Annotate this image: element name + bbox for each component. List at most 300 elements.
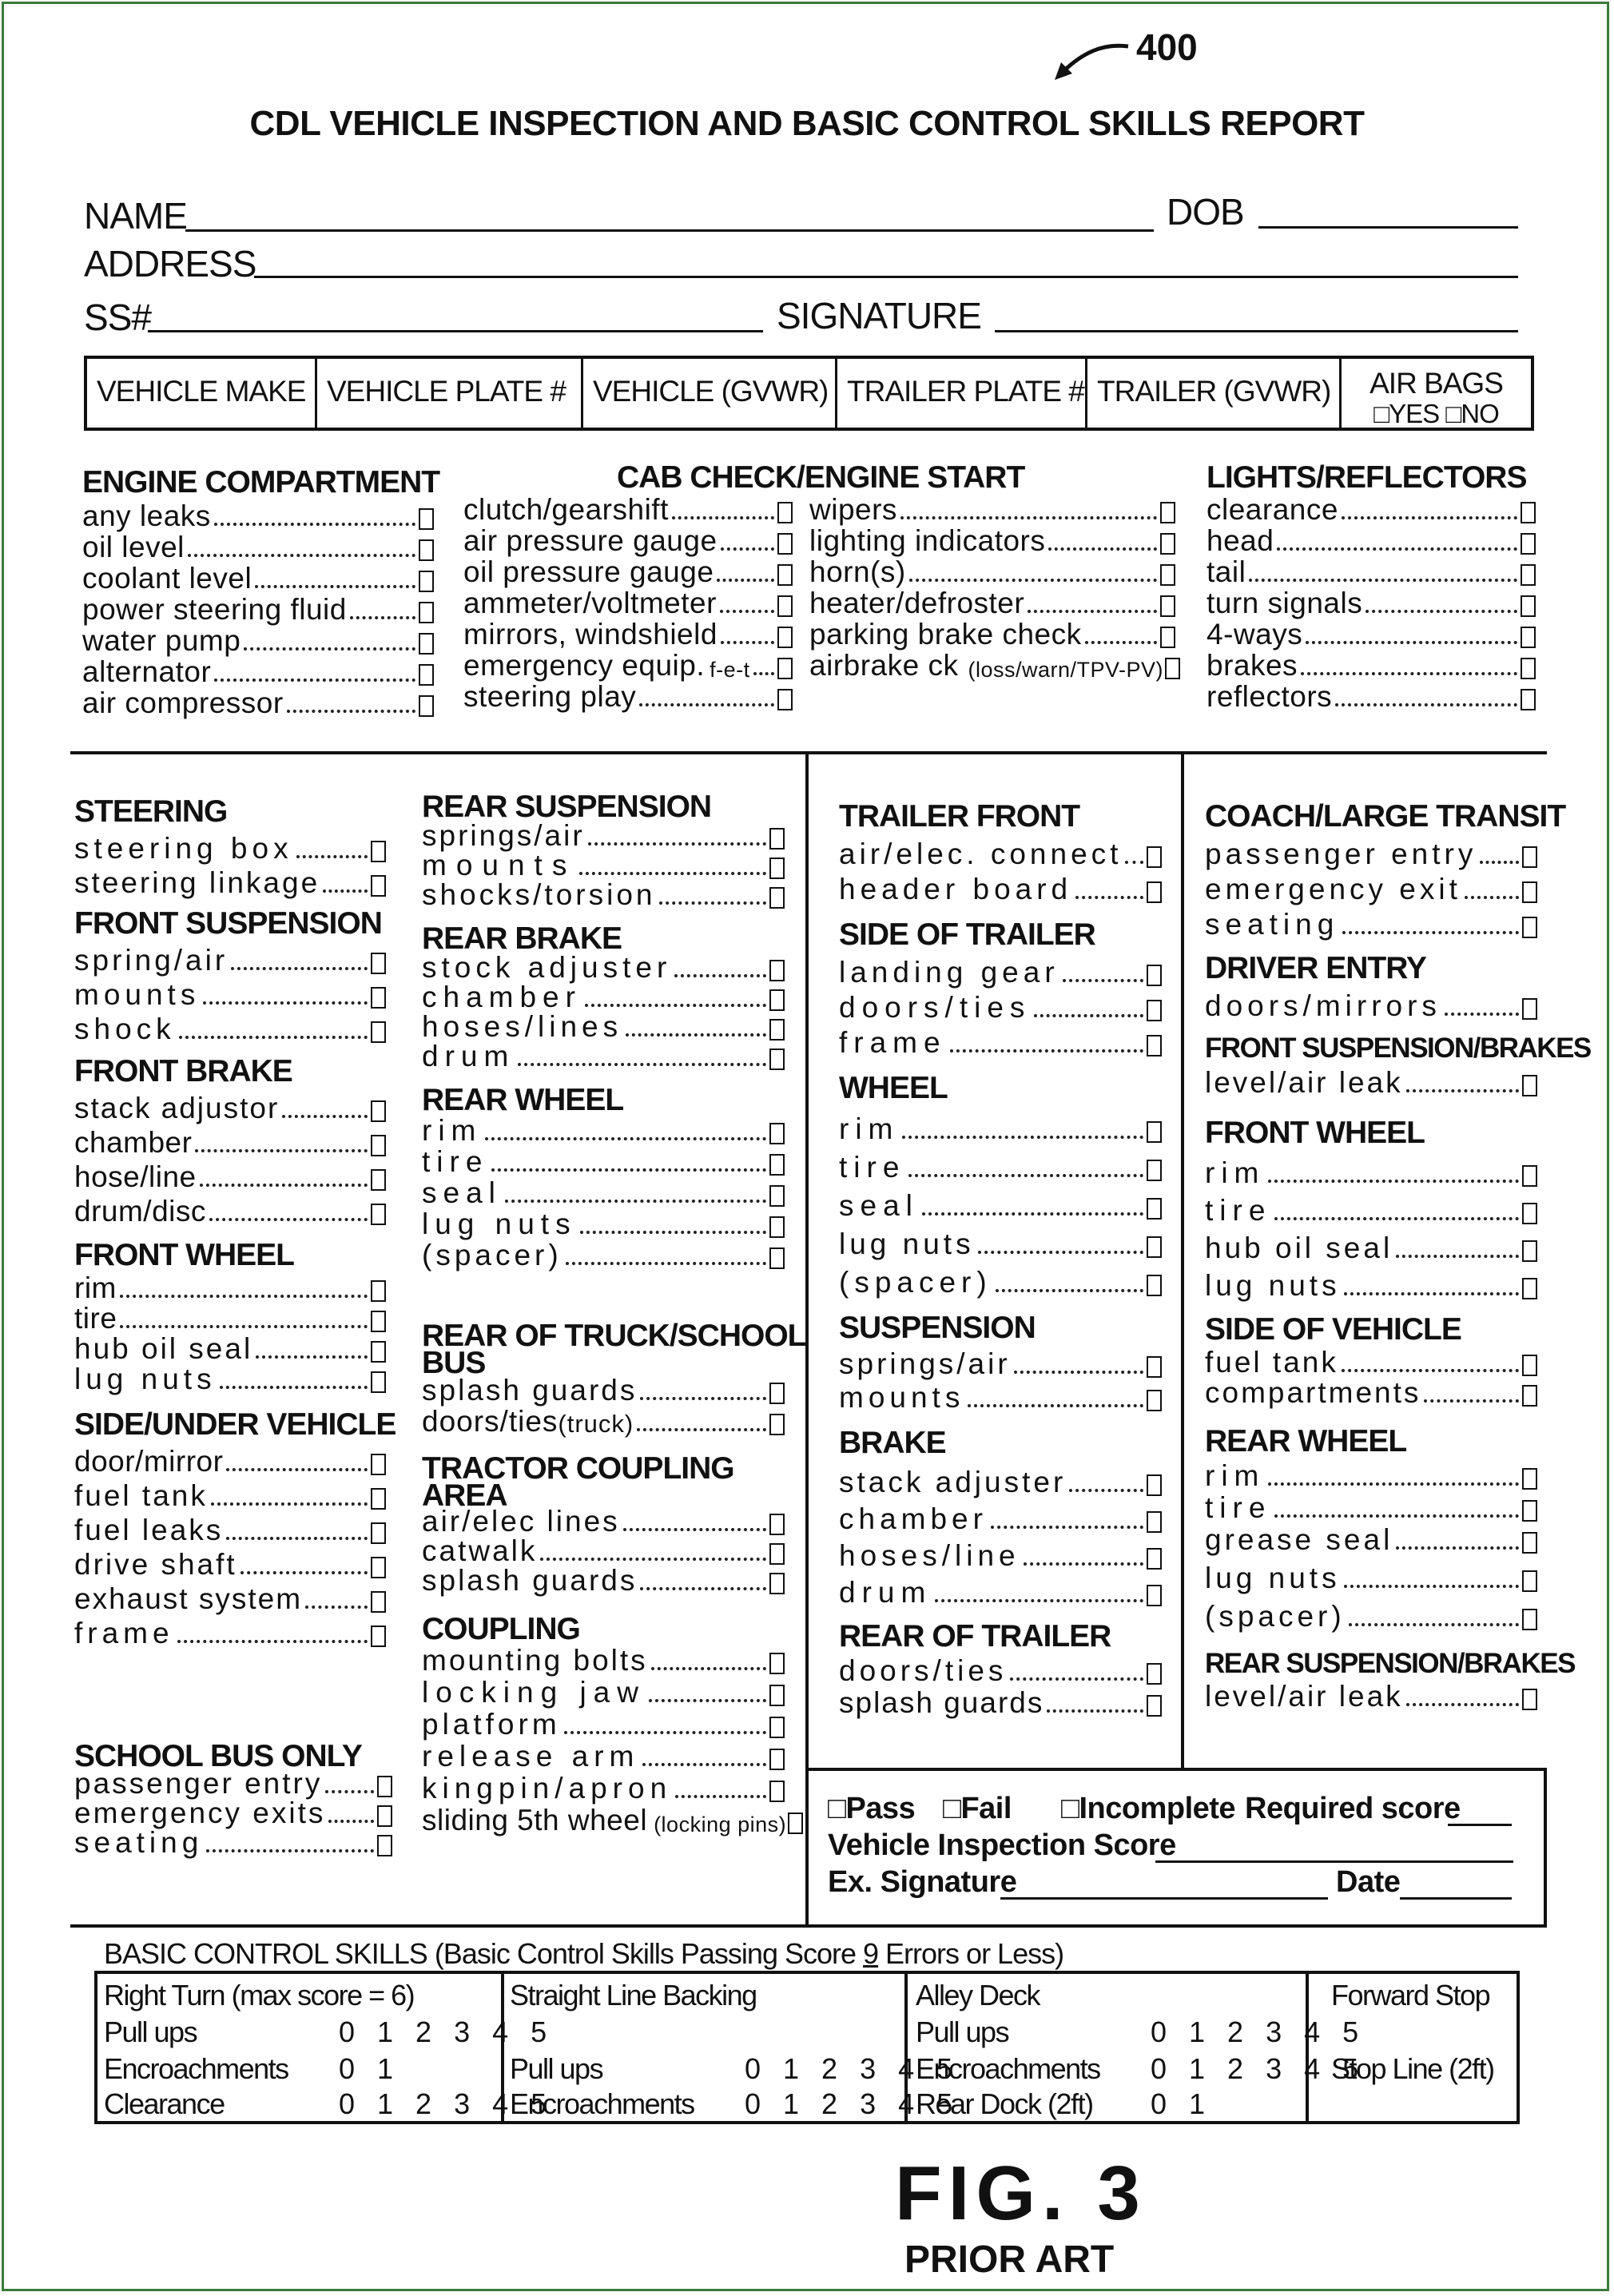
checkbox-icon bbox=[1147, 1390, 1162, 1411]
check-item[interactable]: head bbox=[1207, 527, 1536, 558]
checkbox-icon bbox=[769, 858, 785, 879]
checkbox-icon bbox=[769, 1573, 785, 1594]
pass-checkbox[interactable]: □Pass bbox=[828, 1792, 916, 1825]
reference-arrow-icon bbox=[1039, 38, 1135, 86]
checkbox-icon bbox=[1522, 1532, 1537, 1554]
incomplete-checkbox[interactable]: □Incomplete bbox=[1061, 1792, 1236, 1825]
check-item[interactable]: clearance bbox=[1207, 495, 1536, 527]
checkbox-icon bbox=[419, 571, 434, 592]
checkbox-icon bbox=[1147, 965, 1162, 986]
check-item[interactable]: sliding 5th wheel (locking pins) bbox=[422, 1805, 785, 1837]
check-item[interactable]: stack adjuster bbox=[839, 1462, 1162, 1499]
straight-backing-score[interactable]: 0 1 2 3 4 5 bbox=[745, 2087, 960, 2120]
check-item[interactable]: seating bbox=[74, 1830, 392, 1860]
checkbox-icon bbox=[1147, 1035, 1162, 1056]
check-item[interactable]: tire bbox=[839, 1146, 1162, 1184]
check-item[interactable]: (spacer) bbox=[422, 1241, 785, 1272]
check-item[interactable]: passenger entry bbox=[74, 1771, 392, 1801]
ss-field[interactable] bbox=[148, 330, 763, 332]
alley-dock-score[interactable]: 0 1 2 3 4 5 bbox=[1151, 2015, 1366, 2048]
checkbox-icon bbox=[371, 987, 386, 1009]
checkbox-icon bbox=[788, 1813, 803, 1834]
checkbox-icon bbox=[371, 1626, 386, 1647]
score-box bbox=[805, 1768, 1547, 1928]
check-item[interactable]: oil pressure gauge bbox=[463, 558, 793, 589]
checkbox-icon bbox=[419, 539, 434, 561]
suspension-title: SUSPENSION bbox=[839, 1311, 1036, 1345]
steering-title: STEERING bbox=[74, 794, 228, 829]
check-item[interactable]: kingpin/apron bbox=[422, 1773, 785, 1805]
rear-brake-title: REAR BRAKE bbox=[422, 921, 622, 956]
checkbox-icon bbox=[371, 1204, 386, 1225]
check-item[interactable]: hub oil seal bbox=[1205, 1228, 1537, 1265]
check-item[interactable]: lug nuts bbox=[1205, 1265, 1537, 1303]
check-item[interactable]: emergency exit bbox=[1205, 871, 1537, 906]
check-item[interactable]: exhaust system bbox=[74, 1582, 386, 1616]
check-item[interactable]: tire bbox=[74, 1305, 386, 1335]
check-item[interactable]: mounts bbox=[74, 977, 386, 1012]
front-suspension-title: FRONT SUSPENSION bbox=[74, 906, 382, 941]
check-item[interactable]: springs/air bbox=[839, 1347, 1162, 1381]
check-item[interactable]: passenger entry bbox=[1205, 836, 1537, 871]
check-item[interactable]: oil level bbox=[82, 533, 434, 564]
check-item[interactable]: chamber bbox=[422, 985, 785, 1014]
rear-truck-title: REAR OF TRUCK/SCHOOL bbox=[422, 1319, 806, 1353]
dob-label: DOB bbox=[1167, 191, 1244, 233]
checkbox-icon bbox=[769, 828, 785, 850]
checkbox-icon bbox=[1521, 595, 1536, 617]
bcs-table bbox=[94, 1971, 1520, 2124]
checkbox-icon bbox=[769, 1216, 785, 1238]
rear-truck-title-2: BUS bbox=[422, 1346, 486, 1380]
bcs-subtitle-pre: (Basic Control Skills Passing Score bbox=[434, 1937, 864, 1970]
checkbox-icon bbox=[769, 1685, 785, 1706]
right-turn-row-label: Clearance bbox=[104, 2087, 225, 2120]
check-item[interactable]: splash guards bbox=[422, 1568, 785, 1598]
bcs-passing-score: 9 bbox=[863, 1937, 879, 1970]
checkbox-icon bbox=[1147, 881, 1162, 903]
check-item[interactable]: springs/air bbox=[422, 823, 785, 853]
check-item[interactable]: door/mirror bbox=[74, 1444, 386, 1478]
checkbox-icon bbox=[1521, 689, 1536, 710]
checkbox-icon bbox=[371, 1169, 386, 1191]
check-item[interactable]: tire bbox=[422, 1148, 785, 1179]
ex-signature-field[interactable] bbox=[1000, 1873, 1328, 1900]
checkbox-icon bbox=[371, 1021, 386, 1043]
checkbox-icon bbox=[769, 1154, 785, 1176]
column-3 bbox=[839, 799, 1162, 1720]
side-of-vehicle-title: SIDE OF VEHICLE bbox=[1205, 1312, 1461, 1347]
checkbox-icon bbox=[769, 1185, 785, 1207]
checkbox-icon bbox=[777, 502, 793, 523]
right-turn-row-label: Encroachments bbox=[104, 2052, 288, 2085]
inspection-score-field[interactable] bbox=[1155, 1836, 1513, 1863]
check-item[interactable]: doors/ties bbox=[839, 1656, 1162, 1688]
forward-stop-title: Forward Stop bbox=[1331, 1979, 1490, 2011]
air-bags-cell[interactable]: AIR BAGS □YES □NO bbox=[1342, 359, 1531, 428]
check-item[interactable]: splash guards bbox=[422, 1376, 785, 1407]
check-item[interactable]: coolant level bbox=[82, 564, 434, 595]
check-item[interactable]: doors/ties bbox=[839, 989, 1162, 1025]
check-item[interactable]: hoses/line bbox=[839, 1536, 1162, 1573]
check-item[interactable]: rim bbox=[1205, 1152, 1537, 1190]
alley-dock-row-label: Pull ups bbox=[916, 2015, 1009, 2048]
section-divider bbox=[70, 751, 1547, 754]
check-item[interactable]: mounts bbox=[839, 1381, 1162, 1415]
front-suspension-brakes-title: FRONT SUSPENSION/BRAKES bbox=[1205, 1033, 1591, 1064]
checkbox-icon bbox=[1522, 1075, 1537, 1096]
fail-checkbox[interactable]: □Fail bbox=[943, 1792, 1012, 1825]
check-item[interactable]: rim bbox=[422, 1116, 785, 1148]
check-item[interactable]: air compressor bbox=[82, 689, 434, 720]
checkbox-icon bbox=[371, 1557, 386, 1578]
check-item[interactable]: tire bbox=[1205, 1493, 1537, 1525]
signature-field[interactable] bbox=[995, 330, 1518, 332]
address-field[interactable] bbox=[254, 276, 1518, 278]
checkbox-icon bbox=[1147, 1511, 1162, 1533]
checkbox-icon bbox=[769, 1717, 785, 1738]
checkbox-icon bbox=[371, 1341, 386, 1363]
checkbox-icon bbox=[371, 1522, 386, 1544]
alley-dock-title: Alley Deck bbox=[916, 1979, 1040, 2011]
checkbox-icon bbox=[1522, 1165, 1537, 1187]
check-item[interactable]: release arm bbox=[422, 1741, 785, 1773]
checkbox-icon bbox=[1147, 1663, 1162, 1685]
check-item[interactable]: level/air leak bbox=[1205, 1068, 1537, 1100]
check-item[interactable]: tail bbox=[1207, 558, 1536, 589]
checkbox-icon bbox=[777, 595, 793, 617]
check-item[interactable]: spring/air bbox=[74, 943, 386, 977]
check-item[interactable]: horn(s) bbox=[809, 558, 1175, 589]
check-item[interactable]: drive shaft bbox=[74, 1547, 386, 1582]
right-turn-score[interactable]: 0 1 2 3 4 5 bbox=[339, 2087, 555, 2120]
check-item[interactable]: turn signals bbox=[1207, 589, 1536, 620]
checkbox-icon bbox=[769, 1049, 785, 1070]
vehicle-plate-cell[interactable]: VEHICLE PLATE # bbox=[317, 359, 583, 428]
checkbox-icon bbox=[1160, 502, 1175, 523]
trailer-front-title: TRAILER FRONT bbox=[839, 799, 1080, 834]
checkbox-icon bbox=[371, 1280, 386, 1302]
checkbox-icon bbox=[769, 960, 785, 981]
check-item[interactable]: air/elec lines bbox=[422, 1509, 785, 1538]
airbrake-note: (loss/warn/TPV-PV) bbox=[968, 658, 1164, 682]
checkbox-icon bbox=[377, 1835, 392, 1856]
front-brake-title: FRONT BRAKE bbox=[74, 1054, 292, 1088]
trailer-plate-cell[interactable]: TRAILER PLATE # bbox=[837, 359, 1087, 428]
alley-dock-score[interactable]: 0 1 bbox=[1151, 2087, 1213, 2120]
checkbox-icon bbox=[769, 1019, 785, 1041]
check-item[interactable]: locking jaw bbox=[422, 1677, 785, 1709]
checkbox-icon bbox=[371, 1591, 386, 1613]
checkbox-icon bbox=[769, 1543, 785, 1565]
check-item[interactable]: ammeter/voltmeter bbox=[463, 589, 793, 620]
check-item[interactable]: chamber bbox=[839, 1499, 1162, 1536]
cab-title: CAB CHECK/ENGINE START bbox=[617, 460, 1025, 495]
wheel-title: WHEEL bbox=[839, 1071, 948, 1105]
required-score-field[interactable] bbox=[1448, 1800, 1512, 1826]
checkbox-icon bbox=[769, 1653, 785, 1674]
check-item[interactable]: parking brake check bbox=[809, 620, 1175, 651]
checkbox-icon bbox=[1147, 1160, 1162, 1181]
right-turn-score[interactable]: 0 1 2 3 4 5 bbox=[339, 2015, 555, 2048]
side-under-title: SIDE/UNDER VEHICLE bbox=[74, 1407, 396, 1442]
check-item[interactable]: tire bbox=[1205, 1190, 1537, 1228]
checkbox-icon bbox=[371, 1454, 386, 1475]
check-item[interactable]: shock bbox=[74, 1012, 386, 1046]
check-item[interactable]: emergency equip. f-e-t bbox=[463, 651, 793, 682]
checkbox-icon bbox=[769, 1383, 785, 1404]
check-item[interactable]: rim bbox=[839, 1108, 1162, 1146]
rear-suspension-title: REAR SUSPENSION bbox=[422, 790, 712, 824]
check-item[interactable]: power steering fluid bbox=[82, 595, 434, 627]
vehicle-info-box bbox=[84, 356, 1534, 431]
vehicle-make-cell[interactable]: VEHICLE MAKE bbox=[87, 359, 317, 428]
dob-field[interactable] bbox=[1258, 226, 1518, 229]
checkbox-icon bbox=[1522, 1385, 1537, 1407]
check-item[interactable]: compartments bbox=[1205, 1379, 1537, 1410]
check-item[interactable]: doors/ties (truck) bbox=[422, 1407, 785, 1438]
checkbox-icon bbox=[371, 1135, 386, 1156]
checkbox-icon bbox=[1522, 1468, 1537, 1490]
checkbox-icon bbox=[1160, 627, 1175, 648]
check-item[interactable]: catwalk bbox=[422, 1538, 785, 1568]
checkbox-icon bbox=[371, 1311, 386, 1332]
checkbox-icon bbox=[1147, 1585, 1162, 1606]
check-item[interactable]: fuel tank bbox=[74, 1478, 386, 1513]
school-bus-section bbox=[74, 1739, 392, 1860]
ss-label: SS# bbox=[84, 296, 151, 338]
check-item[interactable]: alternator bbox=[82, 658, 434, 689]
check-item[interactable]: doors/mirrors bbox=[1205, 988, 1537, 1023]
required-score-label: Required score bbox=[1245, 1792, 1461, 1825]
rear-suspension-brakes-title: REAR SUSPENSION/BRAKES bbox=[1205, 1648, 1575, 1679]
checkbox-icon bbox=[1522, 1355, 1537, 1376]
bcs-title: BASIC CONTROL SKILLS bbox=[104, 1937, 427, 1970]
check-item[interactable]: hub oil seal bbox=[74, 1335, 386, 1366]
check-item[interactable]: steering linkage bbox=[74, 865, 386, 900]
check-item[interactable]: frame bbox=[839, 1025, 1162, 1060]
check-item[interactable]: clutch/gearshift bbox=[463, 495, 793, 527]
section-divider bbox=[70, 1924, 807, 1928]
check-item[interactable]: water pump bbox=[82, 627, 434, 658]
check-item[interactable]: rim bbox=[74, 1275, 386, 1305]
right-turn-score[interactable]: 0 1 bbox=[339, 2052, 401, 2085]
checkbox-icon bbox=[1147, 1356, 1162, 1378]
checkbox-icon bbox=[1147, 1121, 1162, 1143]
date-field[interactable] bbox=[1400, 1873, 1512, 1900]
check-item[interactable]: brakes bbox=[1207, 651, 1536, 682]
lights-title: LIGHTS/REFLECTORS bbox=[1207, 460, 1527, 495]
straight-backing-row-label: Encroachments bbox=[510, 2087, 694, 2120]
check-item[interactable]: header board bbox=[839, 871, 1162, 906]
checkbox-icon bbox=[419, 664, 434, 686]
check-item[interactable]: fuel leaks bbox=[74, 1513, 386, 1547]
front-wheel-title: FRONT WHEEL bbox=[74, 1238, 294, 1272]
right-turn-row-label: Pull ups bbox=[104, 2015, 197, 2048]
column-2-lower bbox=[422, 1319, 806, 1837]
figure-subtitle: PRIOR ART bbox=[904, 2238, 1115, 2281]
checkbox-icon bbox=[1522, 1203, 1537, 1224]
side-of-trailer-title: SIDE OF TRAILER bbox=[839, 917, 1095, 952]
check-item[interactable]: hoses/lines bbox=[422, 1014, 785, 1044]
check-item[interactable]: lug nuts bbox=[1205, 1557, 1537, 1595]
checkbox-icon bbox=[419, 695, 434, 717]
bcs-heading bbox=[104, 1937, 1063, 1971]
tractor-coupling-title-2: AREA bbox=[422, 1478, 507, 1513]
figure-number: 400 bbox=[1136, 26, 1198, 68]
figure-label: FIG. 3 bbox=[895, 2151, 1147, 2236]
check-item[interactable]: steering play bbox=[463, 682, 793, 714]
check-item[interactable]: drum bbox=[839, 1573, 1162, 1610]
checkbox-icon bbox=[777, 533, 793, 555]
check-item[interactable]: shocks/torsion bbox=[422, 882, 785, 912]
checkbox-icon bbox=[1147, 1000, 1162, 1021]
checkbox-icon bbox=[1521, 564, 1536, 586]
check-item[interactable]: level/air leak bbox=[1205, 1683, 1537, 1713]
check-item[interactable]: lug nuts bbox=[839, 1223, 1162, 1261]
name-field[interactable] bbox=[185, 229, 1154, 232]
check-item[interactable]: seal bbox=[839, 1184, 1162, 1223]
alley-dock-row-label: Encroachments bbox=[916, 2052, 1100, 2085]
check-item[interactable]: chamber bbox=[74, 1125, 386, 1160]
report-title: CDL VEHICLE INSPECTION AND BASIC CONTROL SKILLS REPORT bbox=[249, 104, 1365, 143]
vehicle-gvwr-cell[interactable]: VEHICLE (GVWR) bbox=[583, 359, 837, 428]
coach-title: COACH/LARGE TRANSIT bbox=[1205, 799, 1566, 834]
straight-backing-score[interactable]: 0 1 2 3 4 5 bbox=[745, 2052, 960, 2085]
alley-dock-score[interactable]: 0 1 2 3 4 5 bbox=[1151, 2052, 1366, 2085]
checkbox-icon bbox=[769, 989, 785, 1011]
straight-backing-row-label: Pull ups bbox=[510, 2052, 603, 2085]
check-item[interactable]: platform bbox=[422, 1709, 785, 1741]
bcs-subtitle-post: Errors or Less) bbox=[878, 1937, 1064, 1970]
check-item[interactable]: fuel tank bbox=[1205, 1349, 1537, 1379]
coupling-title: COUPLING bbox=[422, 1612, 580, 1646]
straight-backing-title: Straight Line Backing bbox=[510, 1979, 757, 2011]
checkbox-icon bbox=[377, 1776, 392, 1797]
checkbox-icon bbox=[1522, 1609, 1537, 1630]
checkbox-icon bbox=[1147, 1474, 1162, 1496]
checkbox-icon bbox=[371, 1100, 386, 1122]
checkbox-icon bbox=[769, 1123, 785, 1144]
check-item[interactable]: (spacer) bbox=[839, 1261, 1162, 1299]
checkbox-icon bbox=[1160, 595, 1175, 617]
column-divider bbox=[1181, 751, 1184, 1768]
airbag-options[interactable]: □YES □NO bbox=[1373, 399, 1499, 428]
check-item[interactable]: stack adjustor bbox=[74, 1091, 386, 1125]
checkbox-icon bbox=[769, 887, 785, 909]
check-item[interactable]: mounting bolts bbox=[422, 1645, 785, 1677]
check-item[interactable]: frame bbox=[74, 1616, 386, 1650]
checkbox-icon bbox=[1521, 533, 1536, 555]
checkbox-icon bbox=[777, 658, 793, 679]
check-item[interactable]: wipers bbox=[809, 495, 1175, 527]
signature-label: SIGNATURE bbox=[777, 295, 981, 336]
checkbox-icon bbox=[1522, 1500, 1537, 1522]
check-item[interactable]: splash guards bbox=[839, 1688, 1162, 1720]
checkbox-icon bbox=[1522, 1240, 1537, 1262]
checkbox-icon bbox=[371, 1371, 386, 1393]
school-bus-title: SCHOOL BUS ONLY bbox=[74, 1739, 362, 1773]
check-item[interactable]: hose/line bbox=[74, 1160, 386, 1194]
checkbox-icon bbox=[371, 1488, 386, 1510]
locking-note: (locking pins) bbox=[654, 1813, 787, 1836]
check-item[interactable]: mounts bbox=[422, 853, 785, 882]
check-item[interactable]: (spacer) bbox=[1205, 1595, 1537, 1633]
check-item[interactable]: lug nuts bbox=[422, 1210, 785, 1241]
checkbox-icon bbox=[1522, 1689, 1537, 1710]
checkbox-icon bbox=[1147, 1548, 1162, 1570]
check-item[interactable]: heater/defroster bbox=[809, 589, 1175, 620]
check-item[interactable]: steering box bbox=[74, 831, 386, 865]
check-item[interactable]: airbrake ck (loss/warn/TPV-PV) bbox=[809, 651, 1175, 682]
column-1 bbox=[74, 794, 396, 1650]
check-item[interactable]: seal bbox=[422, 1179, 785, 1210]
check-item[interactable]: lighting indicators bbox=[809, 527, 1175, 558]
ex-signature-label: Ex. Signature bbox=[828, 1865, 1017, 1899]
right-turn-title: Right Turn (max score = 6) bbox=[104, 1979, 415, 2011]
checkbox-icon bbox=[769, 1247, 785, 1269]
checkbox-icon bbox=[1147, 1236, 1162, 1258]
checkbox-icon bbox=[419, 633, 434, 655]
checkbox-icon bbox=[377, 1805, 392, 1827]
checkbox-icon bbox=[777, 689, 793, 710]
check-item[interactable]: mirrors, windshield bbox=[463, 620, 793, 651]
checkbox-icon bbox=[1521, 627, 1536, 648]
check-item[interactable]: drum bbox=[422, 1044, 785, 1073]
check-item[interactable]: drum/disc bbox=[74, 1194, 386, 1228]
rear-wheel-title-4: REAR WHEEL bbox=[1205, 1424, 1407, 1458]
fet-note: f-e-t bbox=[710, 658, 750, 682]
engine-title: ENGINE COMPARTMENT bbox=[82, 465, 440, 499]
checkbox-icon bbox=[1160, 564, 1175, 586]
truck-note: (truck) bbox=[558, 1410, 634, 1438]
check-item[interactable]: any leaks bbox=[82, 502, 434, 533]
alley-dock-row-label: Rear Dock (2ft) bbox=[916, 2087, 1093, 2120]
forward-stop-row[interactable]: Stop Line (2ft) bbox=[1331, 2052, 1494, 2085]
checkbox-icon bbox=[777, 627, 793, 648]
column-4 bbox=[1205, 799, 1591, 1713]
checkbox-icon bbox=[1521, 502, 1536, 523]
checkbox-icon bbox=[419, 508, 434, 530]
check-item[interactable]: rim bbox=[1205, 1461, 1537, 1493]
checkbox-icon bbox=[769, 1414, 785, 1435]
check-item[interactable]: 4-ways bbox=[1207, 620, 1536, 651]
check-item[interactable]: grease seal bbox=[1205, 1525, 1537, 1557]
check-item[interactable]: emergency exits bbox=[74, 1801, 392, 1830]
rear-wheel-title: REAR WHEEL bbox=[422, 1083, 624, 1117]
date-label: Date bbox=[1336, 1865, 1401, 1899]
name-label: NAME bbox=[84, 195, 187, 237]
check-item[interactable]: air/elec. connect bbox=[839, 836, 1162, 871]
rear-of-trailer-title: REAR OF TRAILER bbox=[839, 1619, 1111, 1653]
check-item[interactable]: lug nuts bbox=[74, 1366, 386, 1396]
checkbox-icon bbox=[371, 875, 386, 897]
checkbox-icon bbox=[1147, 846, 1162, 868]
checkbox-icon bbox=[419, 602, 434, 623]
address-label: ADDRESS bbox=[84, 243, 256, 285]
check-item[interactable]: stock adjuster bbox=[422, 955, 785, 985]
brake-title: BRAKE bbox=[839, 1426, 946, 1460]
checkbox-icon bbox=[769, 1749, 785, 1770]
checkbox-icon bbox=[1522, 998, 1537, 1020]
tractor-coupling-title: TRACTOR COUPLING bbox=[422, 1451, 734, 1486]
check-item[interactable]: seating bbox=[1205, 906, 1537, 941]
checkbox-icon bbox=[1522, 846, 1537, 868]
check-item[interactable]: reflectors bbox=[1207, 682, 1536, 714]
check-item[interactable]: landing gear bbox=[839, 954, 1162, 989]
trailer-gvwr-cell[interactable]: TRAILER (GVWR) bbox=[1087, 359, 1342, 428]
check-item[interactable]: air pressure gauge bbox=[463, 527, 793, 558]
